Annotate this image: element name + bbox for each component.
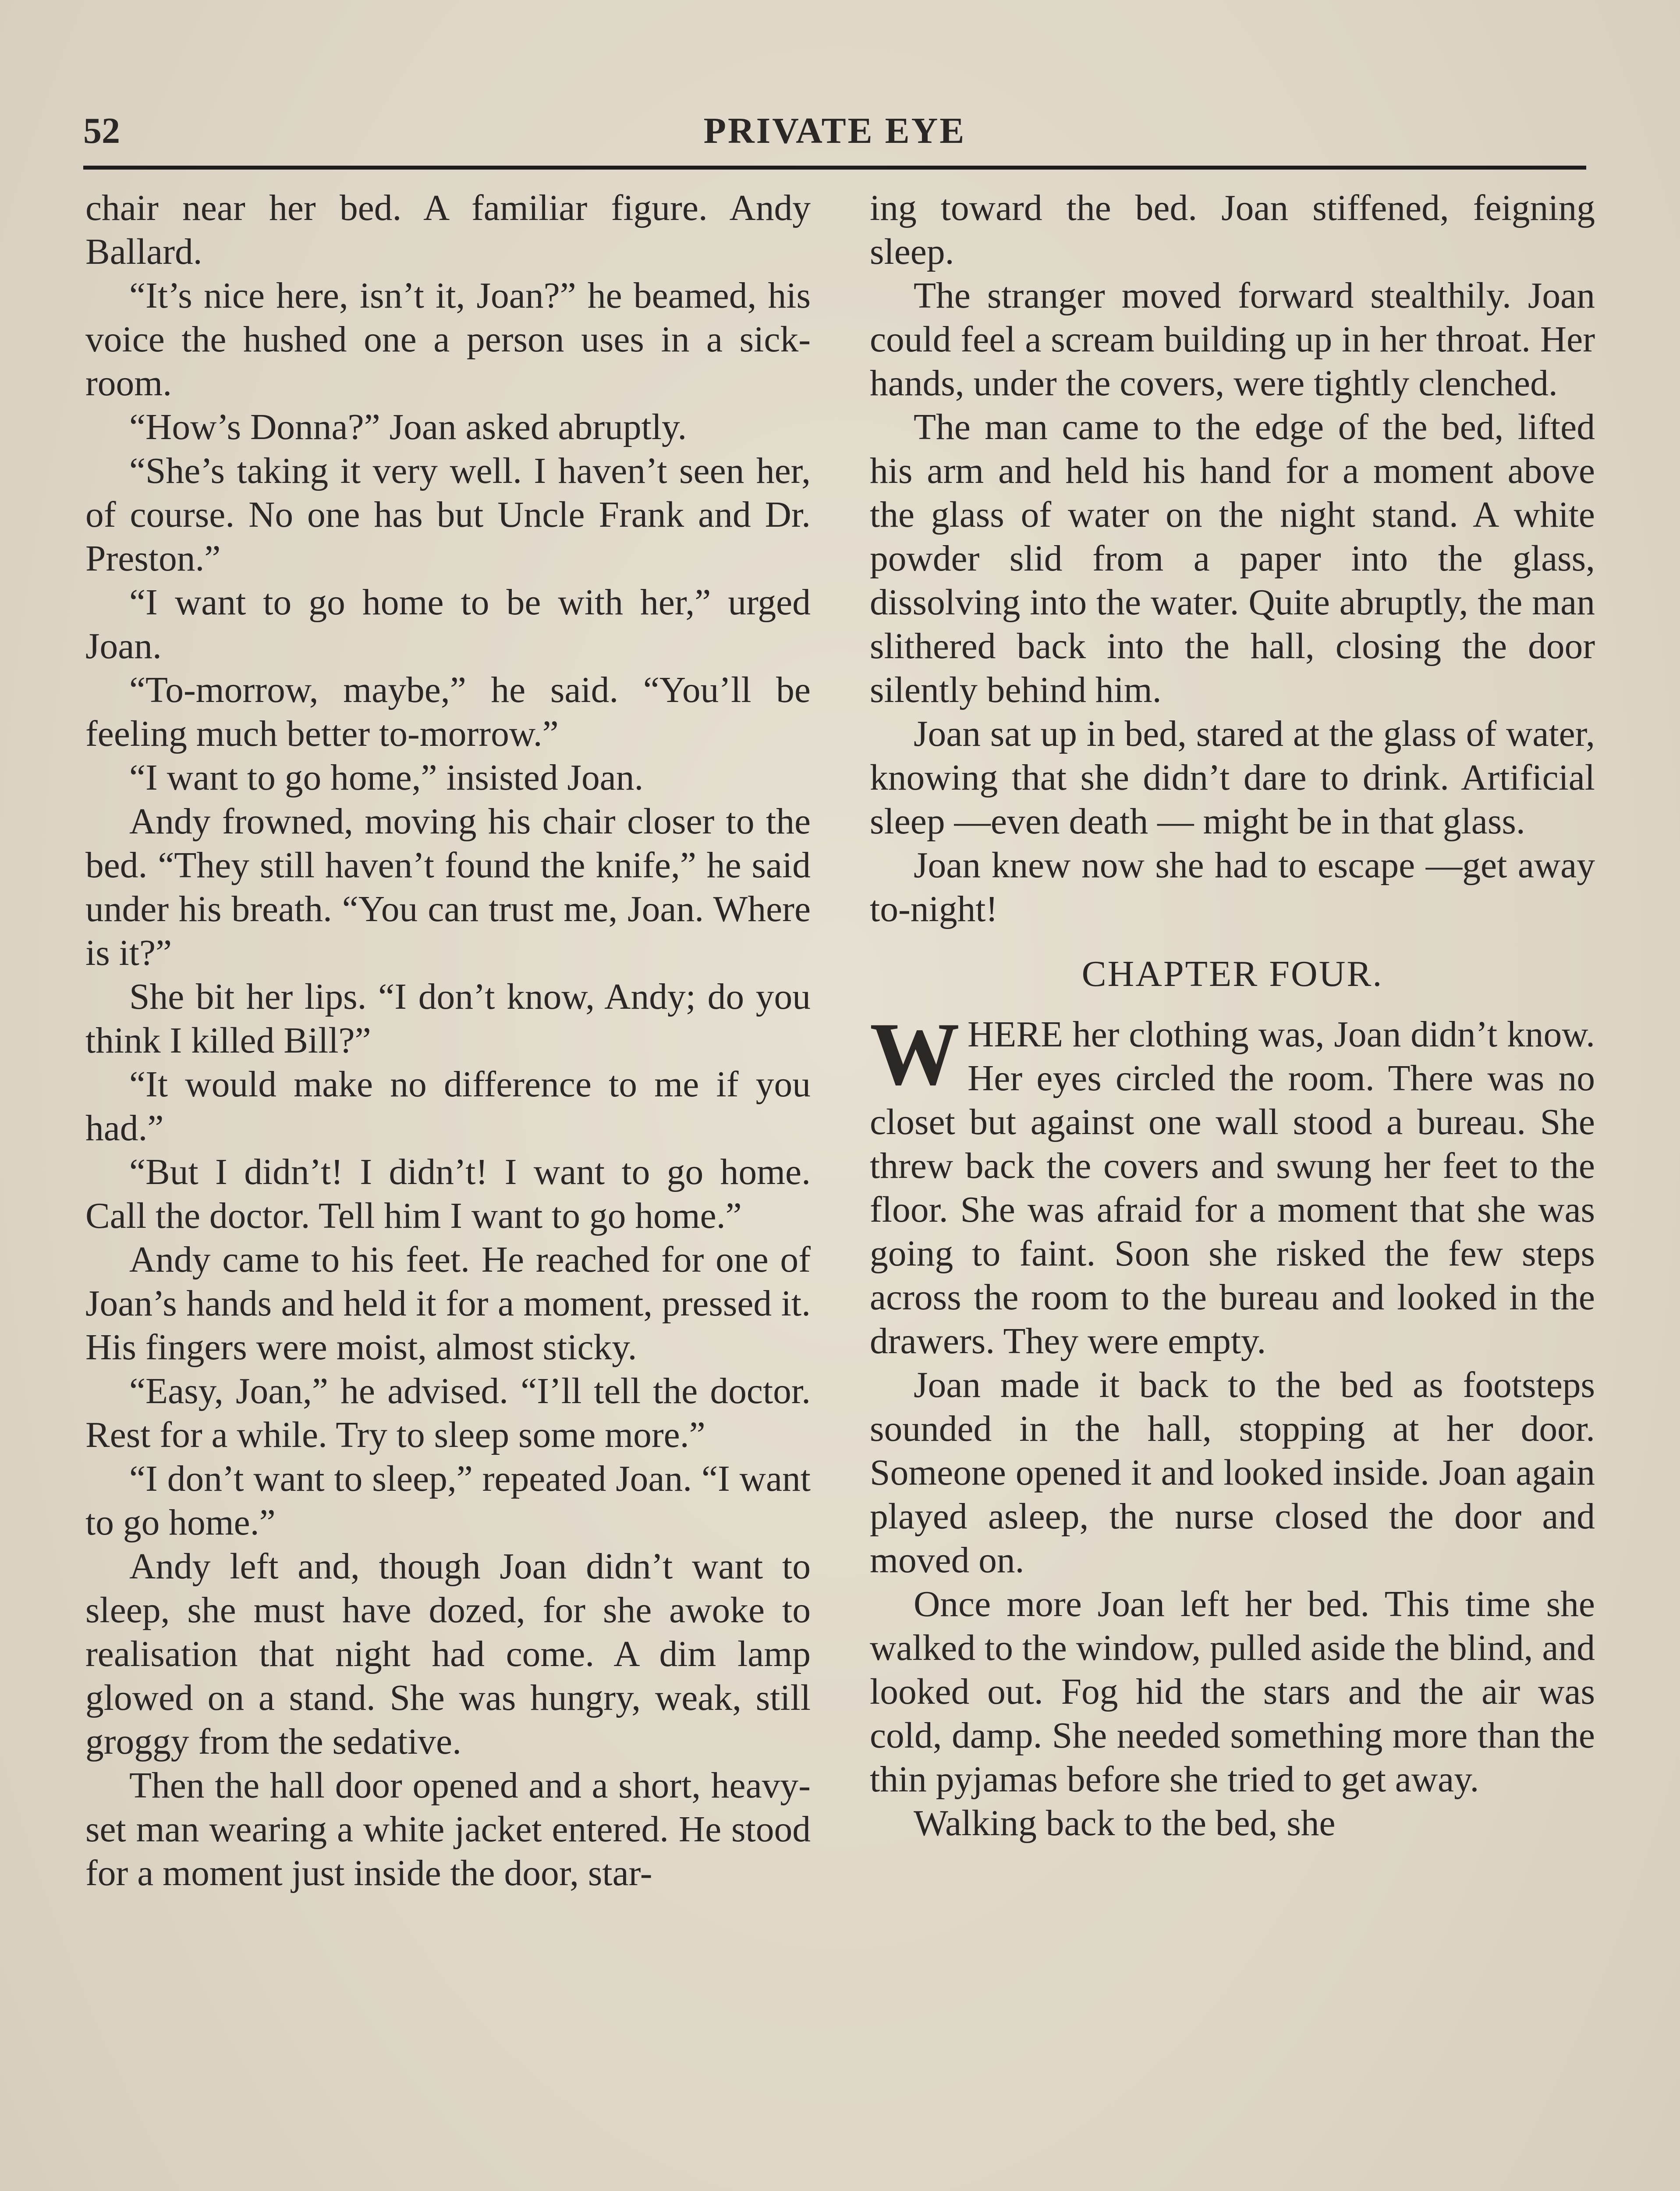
paragraph: Andy left and, though Joan didn’t want to sleep, she must have dozed, for she awoke to realisation that night had come. A dim lamp glowed on a stand. She was hungry, weak, still groggy from the sedative. xyxy=(85,1546,811,1762)
paragraph: Joan made it back to the bed as footsteps sounded in the hall, stopping at her door. Someone opened it and looked inside. Joan again played asleep, the nurse closed the door and moved on. xyxy=(870,1365,1595,1581)
paragraph: Andy came to his feet. He reached for one of Joan’s hands and held it for a moment, pressed it. His fingers were moist, almost sticky. xyxy=(85,1240,811,1368)
paragraph: ing toward the bed. Joan stiffened, feigning sleep. xyxy=(870,188,1595,272)
paragraph: Andy frowned, moving his chair closer to the bed. “They still haven’t found the knife,” he said under his breath. “You can trust me, Joan. Where is it?” xyxy=(85,801,811,973)
chapter-heading: CHAPTER FOUR. xyxy=(1081,954,1383,994)
paragraph: The man came to the edge of the bed, lifted his arm and held his hand for a moment above the glass of water on the night stand. A white powder slid from a paper into the glass, dissolving into the water. Quite abruptly, the man slithered back into the hall, closing the door silently behind him. xyxy=(870,407,1595,710)
drop-cap: W xyxy=(870,1004,960,1104)
paragraph: Once more Joan left her bed. This time she walked to the window, pulled aside the blind, and looked out. Fog hid the stars and the air was cold, damp. She needed something more than the thin pyjamas before she tried to get away. xyxy=(870,1584,1595,1800)
left-column xyxy=(85,186,811,1895)
paragraph: “She’s taking it very well. I haven’t seen her, of course. No one has but Uncle Frank and Dr. Preston.” xyxy=(85,451,811,579)
paragraph: Walking back to the bed, she xyxy=(914,1803,1336,1844)
paragraph: Then the hall door opened and a short, heavy-set man wearing a white jacket entered. He stood for a moment just inside the door, star- xyxy=(85,1766,811,1893)
right-column-lower xyxy=(870,1363,1595,1845)
paragraph: “How’s Donna?” Joan asked abruptly. xyxy=(129,407,687,447)
paragraph: chair near her bed. A familiar figure. Andy Ballard. xyxy=(85,188,811,272)
paragraph: “It would make no difference to me if you had.” xyxy=(85,1064,811,1149)
page-number: 52 xyxy=(83,110,120,151)
paragraph: “It’s nice here, isn’t it, Joan?” he beamed, his voice the hushed one a person uses in a sick-room. xyxy=(85,276,811,404)
paragraph: “I want to go home to be with her,” urged Joan. xyxy=(85,582,811,667)
paragraph: “Easy, Joan,” he advised. “I’ll tell the doctor. Rest for a while. Try to sleep some more.” xyxy=(85,1371,811,1455)
chapter-first-paragraph xyxy=(870,1004,1595,1363)
paragraph: Joan sat up in bed, stared at the glass of water, knowing that she didn’t dare to drink. Artificial sleep —even death — might be in that glass. xyxy=(870,714,1595,842)
paragraph: “I want to go home,” insisted Joan. xyxy=(129,758,644,798)
right-column xyxy=(870,186,1595,1845)
paragraph: “To-morrow, maybe,” he said. “You’ll be feeling much better to-morrow.” xyxy=(85,670,811,754)
chapter-first-paragraph-text: HERE her clothing was, Joan didn’t know. Her eyes circled the room. There was no closet but against one wall stood a bureau. She threw back the covers and swung her feet to the floor. She was afraid for a moment that she was going to faint. Soon she risked the few steps across the room to the bureau and looked in the drawers. They were empty. xyxy=(870,1014,1595,1361)
paragraph: Joan knew now she had to escape —get away to-night! xyxy=(870,845,1595,929)
paragraph: “I don’t want to sleep,” repeated Joan. “I want to go home.” xyxy=(85,1459,811,1543)
page-header xyxy=(83,110,1586,158)
header-rule xyxy=(83,166,1586,170)
right-column-upper xyxy=(870,186,1595,931)
paragraph: The stranger moved forward stealthily. Joan could feel a scream building up in her throat. Her hands, under the covers, were tightly clenched. xyxy=(870,276,1595,404)
paragraph: “But I didn’t! I didn’t! I want to go home. Call the doctor. Tell him I want to go home.” xyxy=(85,1152,811,1236)
paragraph: She bit her lips. “I don’t know, Andy; do you think I killed Bill?” xyxy=(85,977,811,1061)
running-title: PRIVATE EYE xyxy=(703,110,966,151)
